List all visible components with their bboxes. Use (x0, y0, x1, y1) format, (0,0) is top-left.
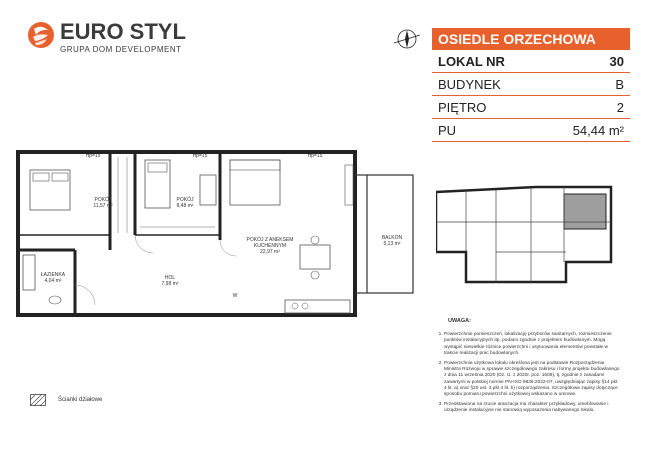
unit-info-box (432, 28, 630, 142)
room-living-label: POKÓJ Z ANEKSEM KUCHENNYM 22,97 m² (246, 237, 294, 255)
building-key-plan (436, 182, 630, 290)
info-row-unit (432, 50, 630, 73)
room-balcony-label: BALKON 5,13 m² (381, 235, 403, 247)
partition-legend-icon (30, 393, 46, 405)
note-item: 2. Powierzchnia użytkowa lokalu określona jest na podstawie Rozporządzenia Ministra Rozwoju w sprawie szczegółowego zakresu i formy projektu budowlanego z dnia 11 września 2020 (Dz. U. z 2020r. poz. 1609), tj. zgodnie z zasadami zawartymi w polskiej normie PN-ISO 9836:2022-07, uwzględniając zapisy §14 pkt 4 lit. a) oraz §20 ust. 3 pkt 4 lit. b) rozporządzenia. Szczegółowe zapisy dotyczące sposobu pomiaru powierzchni użytkowej wskazano w umowie. (444, 361, 620, 398)
floor-plan (15, 145, 420, 335)
info-row-area (432, 119, 630, 142)
window-height-label: Hp=15 (85, 153, 101, 159)
window-height-label: Hp=15 (307, 153, 323, 159)
brand-subtitle: GRUPA DOM DEVELOPMENT (60, 45, 182, 54)
info-label: PU (438, 122, 457, 138)
room-bathroom-label: ŁAZIENKA 4,04 m² (40, 272, 66, 284)
compass-icon (390, 26, 424, 52)
partition-legend-label: Ścianki działowe (58, 397, 103, 403)
room-bedroom-1-label: POKÓJ 11,57 m² (93, 197, 113, 209)
info-label: BUDYNEK (438, 76, 501, 92)
estate-name: OSIEDLE ORZECHOWA (432, 28, 630, 50)
info-label: PIĘTRO (438, 99, 487, 115)
w-mark-label: W (232, 293, 238, 299)
note-item: 3. Przedstawiona na rzucie aranżacja ma charakter przykładowy, umeblowanie i urządzenie instalacyjne nie stanowią wyposażenia nabywanego lokalu. (444, 402, 620, 414)
note-item: 1. Powierzchnie pomieszczeń, lokalizację przyborów sanitarnych, rozmieszczenie punktów instalacyjnych itp. podano zgodnie z projektem budowlanym. Mogą wystąpić niewielkie różnice powierzchni i usytuowania elementów powstałe w trakcie realizacji prac budowlanych. (444, 332, 620, 357)
brand-name: EURO STYL (60, 19, 186, 44)
room-bedroom-2-label: POKÓJ 8,48 m² (176, 197, 194, 209)
info-value: 54,44 m² (572, 122, 624, 138)
notes-title: UWAGA: (448, 318, 471, 324)
info-value: B (615, 76, 624, 92)
info-value: 30 (609, 53, 624, 69)
info-value: 2 (616, 99, 624, 115)
notes-section (432, 318, 620, 419)
window-height-label: Hp=15 (192, 153, 208, 159)
brand-logo-icon (26, 20, 56, 50)
room-hall-label: HOL 7,98 m² (161, 275, 179, 287)
info-label: LOKAL NR (438, 53, 505, 69)
info-row-building (432, 73, 630, 96)
info-row-floor (432, 96, 630, 119)
